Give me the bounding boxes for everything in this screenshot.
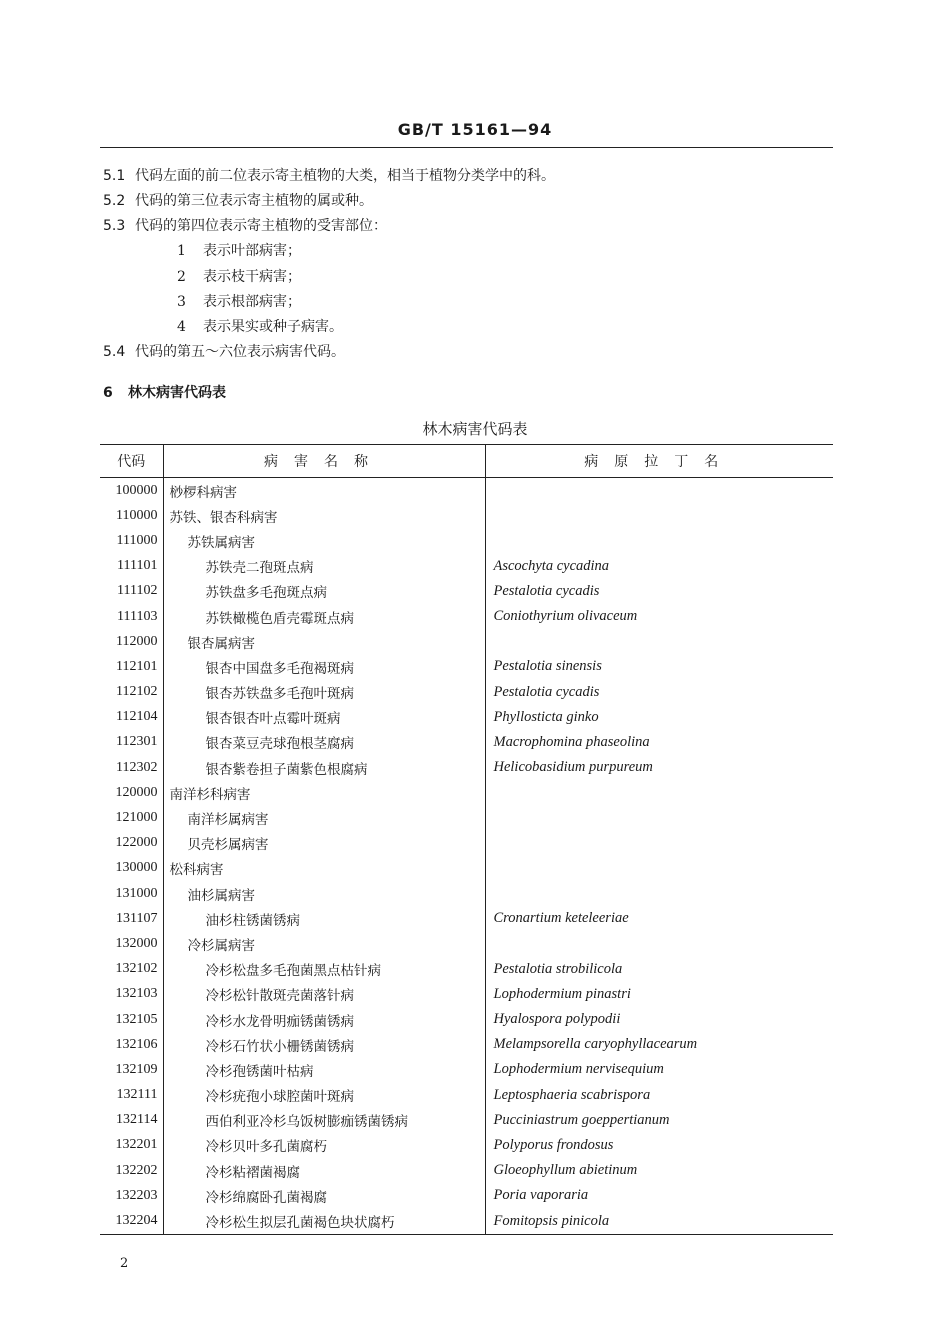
sub-item bbox=[177, 267, 301, 287]
cell-code: 132102 bbox=[115, 961, 158, 977]
disease-name-text: 南洋杉属病害 bbox=[187, 812, 269, 829]
cell-disease-name bbox=[163, 1057, 485, 1082]
table-row bbox=[100, 1208, 833, 1234]
cell-code: 100000 bbox=[115, 482, 158, 498]
cell-disease-name bbox=[163, 1158, 485, 1183]
disease-name-text: 苏铁、银杏科病害 bbox=[169, 509, 278, 526]
table-caption: 林木病害代码表 bbox=[422, 420, 528, 438]
cell-code: 132106 bbox=[115, 1036, 158, 1052]
cell-latin-name: Coniothyrium olivaceum bbox=[485, 604, 833, 629]
paragraph-text: 代码的第三位表示寄主植物的属或种。 bbox=[135, 193, 373, 209]
cell-latin-name: Helicobasidium purpureum bbox=[485, 755, 833, 780]
table-row bbox=[100, 1133, 833, 1158]
disease-name-text: 冷杉松针散斑壳菌落针病 bbox=[205, 988, 354, 1005]
cell-disease-name bbox=[163, 856, 485, 881]
paragraph-number: 5.4 bbox=[103, 344, 126, 360]
table-row bbox=[100, 1032, 833, 1057]
disease-name-text: 银杏菜豆壳球孢根茎腐病 bbox=[205, 736, 354, 753]
disease-name-text: 冷杉孢锈菌叶枯病 bbox=[205, 1063, 314, 1080]
cell-latin-name bbox=[485, 503, 833, 528]
table-row bbox=[100, 805, 833, 830]
table-row bbox=[100, 604, 833, 629]
table-header-row bbox=[100, 445, 833, 478]
cell-latin-name bbox=[485, 881, 833, 906]
disease-name-text: 银杏紫卷担子菌紫色根腐病 bbox=[205, 761, 368, 778]
cell-latin-name bbox=[485, 805, 833, 830]
cell-latin-name: Leptosphaeria scabrispora bbox=[485, 1083, 833, 1108]
disease-name-text: 西伯利亚冷杉乌饭树膨痂锈菌锈病 bbox=[205, 1114, 408, 1131]
cell-disease-name bbox=[163, 1183, 485, 1208]
cell-disease-name bbox=[163, 1032, 485, 1057]
sub-item-number: 3 bbox=[177, 294, 186, 310]
disease-name-text: 贝壳杉属病害 bbox=[187, 837, 269, 854]
cell-latin-name bbox=[485, 528, 833, 553]
sub-item bbox=[177, 292, 301, 312]
cell-disease-name bbox=[163, 680, 485, 705]
disease-name-text: 冷杉石竹状小栅锈菌锈病 bbox=[205, 1038, 354, 1055]
cell-disease-name bbox=[163, 528, 485, 553]
cell-code: 112302 bbox=[116, 759, 158, 775]
cell-code: 111103 bbox=[117, 608, 158, 624]
cell-latin-name: Macrophomina phaseolina bbox=[485, 730, 833, 755]
cell-disease-name bbox=[163, 579, 485, 604]
cell-disease-name bbox=[163, 982, 485, 1007]
cell-disease-name bbox=[163, 654, 485, 679]
table-row bbox=[100, 730, 833, 755]
cell-latin-name: Pestalotia cycadis bbox=[485, 579, 833, 604]
sub-item-text: 表示叶部病害； bbox=[203, 243, 301, 259]
paragraph-5-3 bbox=[103, 216, 387, 236]
cell-code: 130000 bbox=[115, 860, 158, 876]
section-title: 林木病害代码表 bbox=[128, 385, 226, 401]
cell-disease-name bbox=[163, 629, 485, 654]
table-row bbox=[100, 831, 833, 856]
disease-name-text: 油杉属病害 bbox=[187, 887, 255, 904]
cell-code: 112102 bbox=[116, 684, 158, 700]
cell-disease-name bbox=[163, 1083, 485, 1108]
cell-disease-name bbox=[163, 906, 485, 931]
cell-disease-name bbox=[163, 554, 485, 579]
cell-disease-name bbox=[163, 503, 485, 528]
table-row bbox=[100, 629, 833, 654]
disease-name-text: 银杏苏铁盘多毛孢叶斑病 bbox=[205, 686, 354, 703]
disease-name-text: 油杉柱锈菌锈病 bbox=[205, 912, 300, 929]
cell-latin-name: Ascochyta cycadina bbox=[485, 554, 833, 579]
cell-disease-name bbox=[163, 730, 485, 755]
cell-disease-name bbox=[163, 755, 485, 780]
cell-latin-name: Fomitopsis pinicola bbox=[485, 1208, 833, 1234]
cell-disease-name bbox=[163, 604, 485, 629]
cell-code: 112301 bbox=[116, 734, 158, 750]
cell-latin-name: Pestalotia strobilicola bbox=[485, 957, 833, 982]
cell-code: 132202 bbox=[115, 1162, 158, 1178]
cell-code: 111102 bbox=[117, 583, 158, 599]
disease-name-text: 冷杉贝叶多孔菌腐朽 bbox=[205, 1139, 327, 1156]
cell-latin-name: Lophodermium nervisequium bbox=[485, 1057, 833, 1082]
cell-code: 122000 bbox=[115, 835, 158, 851]
table-row bbox=[100, 1158, 833, 1183]
cell-latin-name: Polyporus frondosus bbox=[485, 1133, 833, 1158]
paragraph-number: 5.3 bbox=[103, 218, 126, 234]
table-row bbox=[100, 680, 833, 705]
disease-name-text: 银杏中国盘多毛孢褐斑病 bbox=[205, 660, 354, 677]
disease-name-text: 冷杉属病害 bbox=[187, 937, 255, 954]
cell-latin-name bbox=[485, 629, 833, 654]
disease-name-text: 苏铁盘多毛孢斑点病 bbox=[205, 585, 327, 602]
cell-disease-name bbox=[163, 1133, 485, 1158]
cell-latin-name: Cronartium keteleeriae bbox=[485, 906, 833, 931]
cell-code: 132203 bbox=[115, 1187, 158, 1203]
cell-code: 121000 bbox=[115, 810, 158, 826]
cell-code: 111000 bbox=[116, 532, 158, 548]
header-rule bbox=[100, 147, 833, 148]
sub-item-text: 表示果实或种子病害。 bbox=[203, 319, 343, 335]
cell-latin-name bbox=[485, 856, 833, 881]
disease-name-text: 南洋杉科病害 bbox=[169, 786, 251, 803]
table-row bbox=[100, 1007, 833, 1032]
cell-code: 132109 bbox=[115, 1061, 158, 1077]
cell-latin-name bbox=[485, 780, 833, 805]
table-row bbox=[100, 705, 833, 730]
table-row bbox=[100, 503, 833, 528]
sub-item-number: 4 bbox=[177, 319, 186, 335]
cell-latin-name: Poria vaporaria bbox=[485, 1183, 833, 1208]
page-header: GB/T 15161—94 bbox=[397, 120, 553, 139]
paragraph-5-4 bbox=[103, 342, 345, 362]
paragraph-number: 5.1 bbox=[103, 168, 126, 184]
cell-latin-name: Pestalotia cycadis bbox=[485, 680, 833, 705]
paragraph-5-1 bbox=[103, 166, 555, 186]
table-body bbox=[100, 478, 833, 1235]
column-header-name: 病害名称 bbox=[163, 445, 485, 478]
disease-name-text: 冷杉绵腐卧孔菌褐腐 bbox=[205, 1189, 327, 1206]
disease-code-table bbox=[100, 444, 833, 1235]
disease-name-text: 银杏银杏叶点霉叶斑病 bbox=[205, 711, 341, 728]
column-header-latin: 病原拉丁名 bbox=[485, 445, 833, 478]
cell-disease-name bbox=[163, 705, 485, 730]
cell-code: 131107 bbox=[116, 910, 158, 926]
disease-name-text: 苏铁属病害 bbox=[187, 534, 255, 551]
table-row bbox=[100, 1057, 833, 1082]
table-row bbox=[100, 780, 833, 805]
paragraph-text: 代码左面的前二位表示寄主植物的大类，相当于植物分类学中的科。 bbox=[135, 168, 555, 184]
table-row bbox=[100, 1183, 833, 1208]
sub-item bbox=[177, 241, 301, 261]
cell-code: 110000 bbox=[116, 507, 158, 523]
cell-latin-name: Lophodermium pinastri bbox=[485, 982, 833, 1007]
disease-name-text: 冷杉松生拟层孔菌褐色块状腐朽 bbox=[205, 1215, 395, 1232]
paragraph-text: 代码的第四位表示寄主植物的受害部位： bbox=[135, 218, 387, 234]
cell-code: 132000 bbox=[115, 935, 158, 951]
cell-disease-name bbox=[163, 1208, 485, 1234]
disease-name-text: 冷杉粘褶菌褐腐 bbox=[205, 1164, 300, 1181]
table-row bbox=[100, 931, 833, 956]
cell-code: 132201 bbox=[115, 1137, 158, 1153]
cell-latin-name: Pestalotia sinensis bbox=[485, 654, 833, 679]
disease-name-text: 松科病害 bbox=[169, 862, 224, 879]
cell-code: 131000 bbox=[115, 885, 158, 901]
column-header-code: 代码 bbox=[100, 445, 163, 478]
page-number: 2 bbox=[120, 1256, 129, 1271]
table-row bbox=[100, 1083, 833, 1108]
cell-code: 132114 bbox=[116, 1112, 158, 1128]
table-row bbox=[100, 881, 833, 906]
disease-name-text: 冷杉松盘多毛孢菌黑点枯针病 bbox=[205, 963, 381, 980]
cell-disease-name bbox=[163, 478, 485, 504]
cell-disease-name bbox=[163, 881, 485, 906]
cell-latin-name: Pucciniastrum goeppertianum bbox=[485, 1108, 833, 1133]
sub-item-text: 表示根部病害； bbox=[203, 294, 301, 310]
disease-name-text: 冷杉水龙骨明痂锈菌锈病 bbox=[205, 1013, 354, 1030]
cell-latin-name bbox=[485, 831, 833, 856]
paragraph-text: 代码的第五～六位表示病害代码。 bbox=[135, 344, 345, 360]
table-row bbox=[100, 579, 833, 604]
cell-disease-name bbox=[163, 780, 485, 805]
cell-code: 132204 bbox=[100, 1208, 163, 1234]
table-row bbox=[100, 906, 833, 931]
cell-code: 132111 bbox=[116, 1087, 158, 1103]
cell-latin-name: Phyllosticta ginko bbox=[485, 705, 833, 730]
cell-latin-name: Melampsorella caryophyllacearum bbox=[485, 1032, 833, 1057]
cell-code: 120000 bbox=[115, 784, 158, 800]
table-row bbox=[100, 478, 833, 504]
disease-name-text: 桫椤科病害 bbox=[169, 484, 237, 501]
cell-disease-name bbox=[163, 957, 485, 982]
table-row bbox=[100, 654, 833, 679]
cell-code: 132105 bbox=[115, 1011, 158, 1027]
paragraph-number: 5.2 bbox=[103, 193, 126, 209]
cell-disease-name bbox=[163, 1108, 485, 1133]
table-row bbox=[100, 982, 833, 1007]
cell-code: 111101 bbox=[117, 558, 158, 574]
table-row bbox=[100, 957, 833, 982]
disease-name-text: 苏铁壳二孢斑点病 bbox=[205, 560, 314, 577]
sub-item-number: 2 bbox=[177, 269, 186, 285]
cell-disease-name bbox=[163, 805, 485, 830]
section-number: 6 bbox=[103, 385, 113, 401]
table-row bbox=[100, 528, 833, 553]
cell-latin-name bbox=[485, 931, 833, 956]
table-row bbox=[100, 856, 833, 881]
cell-code: 112101 bbox=[116, 658, 158, 674]
cell-disease-name bbox=[163, 831, 485, 856]
cell-latin-name bbox=[485, 478, 833, 504]
cell-latin-name: Hyalospora polypodii bbox=[485, 1007, 833, 1032]
cell-disease-name bbox=[163, 931, 485, 956]
disease-name-text: 冷杉疣孢小球腔菌叶斑病 bbox=[205, 1089, 354, 1106]
sub-item-number: 1 bbox=[177, 243, 186, 259]
paragraph-5-2 bbox=[103, 191, 373, 211]
table-row bbox=[100, 1108, 833, 1133]
table-row bbox=[100, 554, 833, 579]
cell-disease-name bbox=[163, 1007, 485, 1032]
cell-code: 132103 bbox=[115, 986, 158, 1002]
cell-latin-name: Gloeophyllum abietinum bbox=[485, 1158, 833, 1183]
sub-item-text: 表示枝干病害； bbox=[203, 269, 301, 285]
section-heading bbox=[103, 382, 226, 402]
table-row bbox=[100, 755, 833, 780]
disease-name-text: 银杏属病害 bbox=[187, 635, 255, 652]
cell-code: 112000 bbox=[116, 633, 158, 649]
cell-code: 112104 bbox=[116, 709, 158, 725]
sub-item bbox=[177, 317, 343, 337]
disease-name-text: 苏铁橄榄色盾壳霉斑点病 bbox=[205, 610, 354, 627]
